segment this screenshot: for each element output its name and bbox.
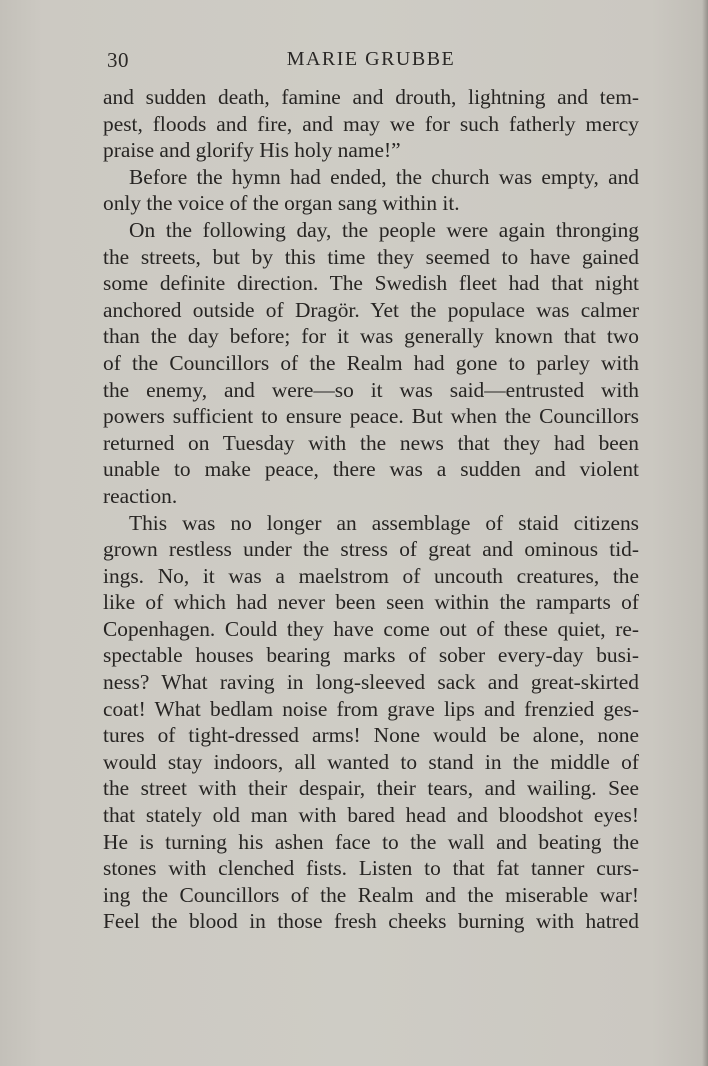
text-line: the enemy, and were—so it was said—entrusted with bbox=[103, 377, 639, 402]
text-line: that stately old man with bared head and bloodshot eyes! bbox=[103, 803, 639, 828]
text-line: powers sufficient to ensure peace. But when the Councillors bbox=[103, 404, 639, 429]
text-line: Before the hymn had ended, the church was empty, and bbox=[129, 164, 639, 189]
text-line: ing the Councillors of the Realm and the miserable war! bbox=[103, 882, 639, 907]
text-line: praise and glorify His holy name!” bbox=[103, 138, 401, 163]
text-line: unable to make peace, there was a sudden and violent bbox=[103, 457, 639, 482]
page-edge-shadow bbox=[702, 0, 708, 1066]
text-line: some definite direction. The Swedish fleet had that night bbox=[103, 271, 639, 296]
body-text bbox=[103, 84, 639, 935]
text-line: Copenhagen. Could they have come out of these quiet, re- bbox=[103, 616, 639, 641]
text-line: grown restless under the stress of great and ominous tid- bbox=[103, 537, 639, 562]
text-line: anchored outside of Dragör. Yet the populace was calmer bbox=[103, 297, 639, 322]
text-line: of the Councillors of the Realm had gone to parley with bbox=[103, 350, 639, 375]
text-line: tures of tight-dressed arms! None would be alone, none bbox=[103, 723, 639, 748]
text-line: pest, floods and fire, and may we for such fatherly mercy bbox=[103, 111, 639, 136]
text-line: On the following day, the people were again thronging bbox=[129, 217, 639, 242]
text-line: the street with their despair, their tears, and wailing. See bbox=[103, 776, 639, 801]
text-line: ness? What raving in long-sleeved sack and great-skirted bbox=[103, 670, 639, 695]
page-header bbox=[103, 46, 639, 76]
text-line: and sudden death, famine and drouth, lightning and tem- bbox=[103, 85, 639, 109]
text-line: returned on Tuesday with the news that they had been bbox=[103, 430, 639, 455]
text-line: Feel the blood in those fresh cheeks burning with hatred bbox=[103, 909, 639, 934]
text-line: than the day before; for it was generally known that two bbox=[103, 324, 639, 349]
text-line: reaction. bbox=[103, 483, 178, 508]
text-line: coat! What bedlam noise from grave lips and frenzied ges- bbox=[103, 696, 639, 721]
text-line: ings. No, it was a maelstrom of uncouth creatures, the bbox=[103, 563, 639, 588]
text-line: stones with clenched fists. Listen to that fat tanner curs- bbox=[103, 856, 639, 881]
text-line: the streets, but by this time they seemed to have gained bbox=[103, 244, 639, 269]
text-line: like of which had never been seen within the ramparts of bbox=[103, 590, 639, 615]
text-line: He is turning his ashen face to the wall and beating the bbox=[103, 829, 639, 854]
running-title: MARIE GRUBBE bbox=[286, 48, 456, 70]
page-number: 30 bbox=[107, 48, 129, 72]
text-line: This was no longer an assemblage of staid citizens bbox=[129, 510, 639, 535]
text-line: spectable houses bearing marks of sober every-day busi- bbox=[103, 643, 639, 668]
text-line: only the voice of the organ sang within it. bbox=[103, 191, 460, 216]
text-line: would stay indoors, all wanted to stand in the middle of bbox=[103, 749, 639, 774]
